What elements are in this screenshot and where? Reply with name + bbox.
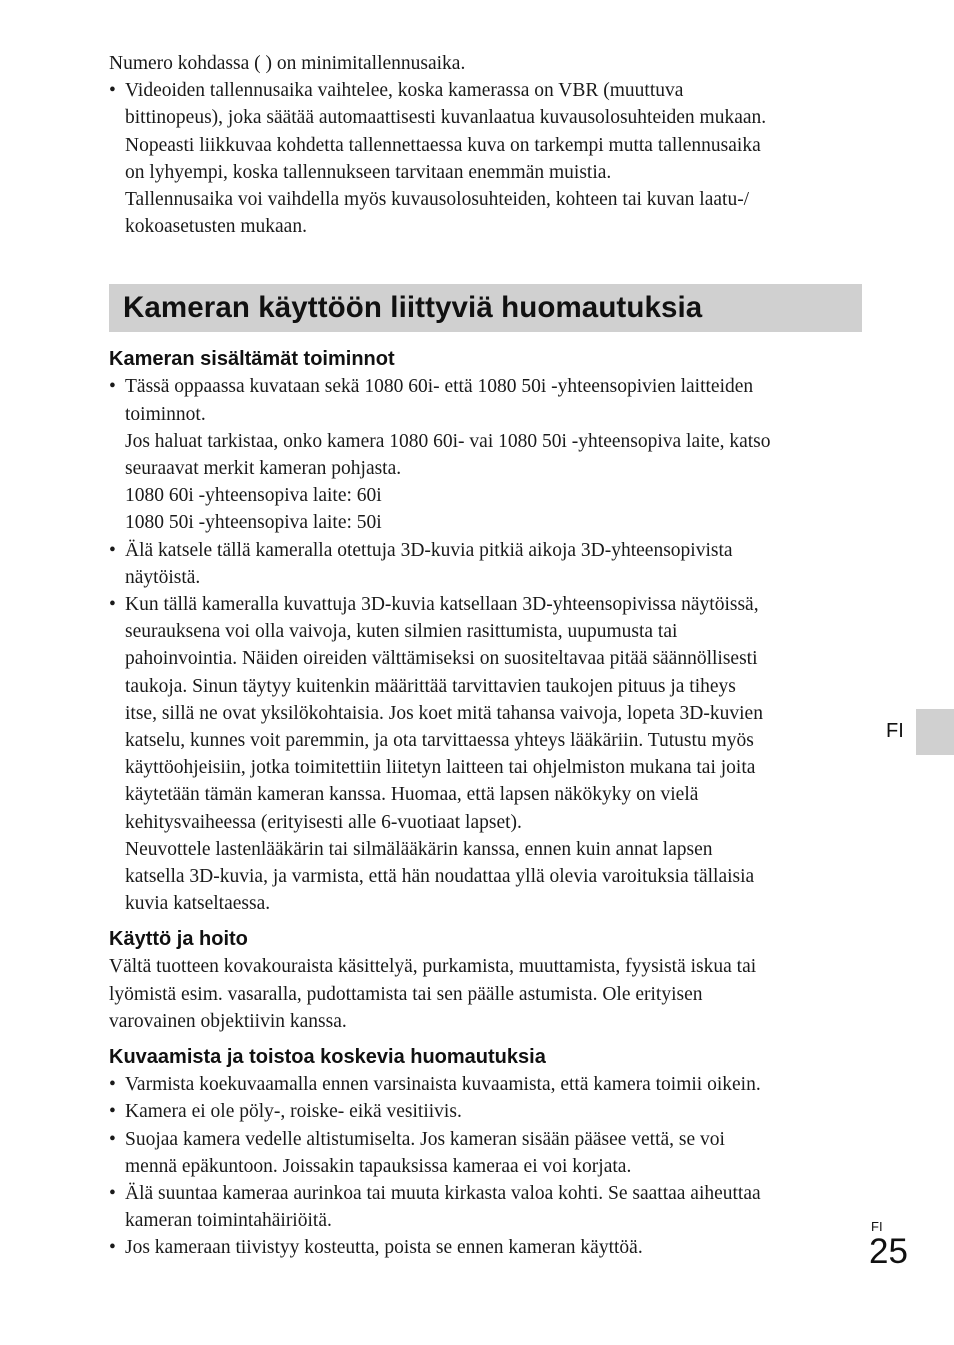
- text-line: toiminnot.: [125, 403, 206, 425]
- shooting-heading: Kuvaamista ja toistoa koskevia huomautuksia: [109, 1046, 546, 1069]
- text-line: 1080 50i -yhteensopiva laite: 50i: [125, 512, 382, 534]
- shooting-bullet-3: [109, 1126, 864, 1180]
- functions-bullet-2: [109, 537, 864, 591]
- text-line: Vältä tuotteen kovakouraista käsittelyä, purkamista, muuttamista, fyysistä iskua tai: [109, 956, 757, 978]
- text-line: kameran toimintahäiriöitä.: [125, 1210, 332, 1232]
- text-line: Neuvottele lastenlääkärin tai silmälääkärin kanssa, ennen kuin annat lapsen: [125, 838, 713, 860]
- text-line: seuraavat merkit kameran pohjasta.: [125, 458, 402, 480]
- text-line: mennä epäkuntoon. Joissakin tapauksissa kameraa ei voi korjata.: [125, 1155, 632, 1177]
- text-line: Tallennusaika voi vaihdella myös kuvausolosuhteiden, kohteen tai kuvan laatu-/: [125, 189, 750, 211]
- text-line: seurauksena voi olla vaivoja, kuten silmien rasittumista, uupumusta tai: [125, 621, 678, 643]
- bullet-symbol: •: [109, 376, 116, 398]
- text-line: itse, sillä ne ovat yksilökohtaisia. Jos koet mitä tahansa vaivoja, lopeta 3D-kuvien: [125, 702, 763, 724]
- text-line: Jos kameraan tiivistyy kosteutta, poista se ennen kameran käyttöä.: [125, 1237, 643, 1259]
- text-line: Tässä oppaassa kuvataan sekä 1080 60i- että 1080 50i -yhteensopivien laitteiden: [125, 376, 754, 398]
- text-line: Videoiden tallennusaika vaihtelee, koska kamerassa on VBR (muuttuva: [125, 80, 684, 102]
- functions-bullet-1: [109, 373, 864, 536]
- text-line: Kamera ei ole pöly-, roiske- eikä vesitiivis.: [125, 1101, 462, 1123]
- text-line: kokoasetusten mukaan.: [125, 216, 307, 238]
- functions-bullet-3: [109, 591, 864, 917]
- text-line: Kun tällä kameralla kuvattuja 3D-kuvia katsellaan 3D-yhteensopivissa näytöissä,: [125, 594, 759, 616]
- bullet-symbol: •: [109, 80, 116, 102]
- text-line: Suojaa kamera vedelle altistumiselta. Jos kameran sisään pääsee vettä, se voi: [125, 1128, 725, 1150]
- text-line: pahoinvointia. Näiden oireiden välttämiseksi on suositeltavaa pitää säännöllisesti: [125, 648, 758, 670]
- text-line: Varmista koekuvaamalla ennen varsinaista kuvaamista, että kamera toimii oikein.: [125, 1074, 761, 1096]
- text-line: Nopeasti liikkuvaa kohdetta tallennettaessa kuva on tarkempi mutta tallennusaika: [125, 134, 761, 156]
- shooting-bullet-4: [109, 1180, 864, 1234]
- bullet-symbol: •: [109, 1074, 116, 1096]
- bullet-symbol: •: [109, 1101, 116, 1123]
- text-line: varovainen objektiivin kanssa.: [109, 1010, 347, 1032]
- text-line: Älä katsele tällä kameralla otettuja 3D-kuvia pitkiä aikoja 3D-yhteensopivista: [125, 539, 733, 561]
- text-line: Jos haluat tarkistaa, onko kamera 1080 60i- vai 1080 50i -yhteensopiva laite, katso: [125, 430, 771, 452]
- page-number: 25: [869, 1232, 908, 1271]
- text-line: katsella 3D-kuvia, ja varmista, että hän noudattaa yllä olevia varoituksia tällaisia: [125, 866, 755, 888]
- text-line: käytetään tämän kameran kanssa. Huomaa, että lapsen näkökyky on vielä: [125, 784, 699, 806]
- text-line: kehitysvaiheessa (erityisesti alle 6-vuotiaat lapset).: [125, 811, 522, 833]
- language-label: FI: [886, 720, 904, 742]
- bullet-symbol: •: [109, 1128, 116, 1150]
- text-line: 1080 60i -yhteensopiva laite: 60i: [125, 485, 382, 507]
- page-content: [109, 50, 864, 1262]
- bullet-symbol: •: [109, 1182, 116, 1204]
- section-heading-bar: [109, 284, 862, 332]
- shooting-bullet-5: [109, 1234, 864, 1261]
- footer-language: FI: [871, 1219, 883, 1234]
- section-title: Kameran käyttöön liittyviä huomautuksia: [123, 291, 703, 325]
- intro-bullet: [109, 77, 864, 240]
- care-heading: Käyttö ja hoito: [109, 928, 248, 951]
- text-line: kuvia katseltaessa.: [125, 893, 271, 915]
- text-line: on lyhyempi, koska tallennukseen tarvitaan enemmän muistia.: [125, 161, 612, 183]
- text-line: käyttöohjeisiin, jotka toimitettiin liitetyn laitteen tai ohjelmiston mukana tai joita: [125, 757, 756, 779]
- text-line: katselu, kunnes voit paremmin, ja ota tarvittaessa yhteys lääkäriin. Tutustu myös: [125, 730, 754, 752]
- text-line: taukoja. Sinun täytyy kuitenkin määrittää tarvittavien taukojen pituus ja tiheys: [125, 675, 736, 697]
- text-line: lyömistä esim. vasaralla, pudottamista tai sen päälle astumista. Ole erityisen: [109, 983, 703, 1005]
- intro-note: Numero kohdassa ( ) on minimitallennusaika.: [109, 53, 466, 74]
- language-tab: [916, 709, 954, 755]
- bullet-symbol: •: [109, 1237, 116, 1259]
- text-line: Älä suuntaa kameraa aurinkoa tai muuta kirkasta valoa kohti. Se saattaa aiheuttaa: [125, 1182, 761, 1204]
- text-line: bittinopeus), joka säätää automaattisesti kuvanlaatua kuvausolosuhteiden mukaan.: [125, 107, 767, 129]
- bullet-symbol: •: [109, 594, 116, 616]
- bullet-symbol: •: [109, 539, 116, 561]
- shooting-bullet-1: [109, 1071, 864, 1098]
- text-line: näytöistä.: [125, 566, 201, 588]
- shooting-bullet-2: [109, 1098, 864, 1125]
- functions-heading: Kameran sisältämät toiminnot: [109, 348, 395, 371]
